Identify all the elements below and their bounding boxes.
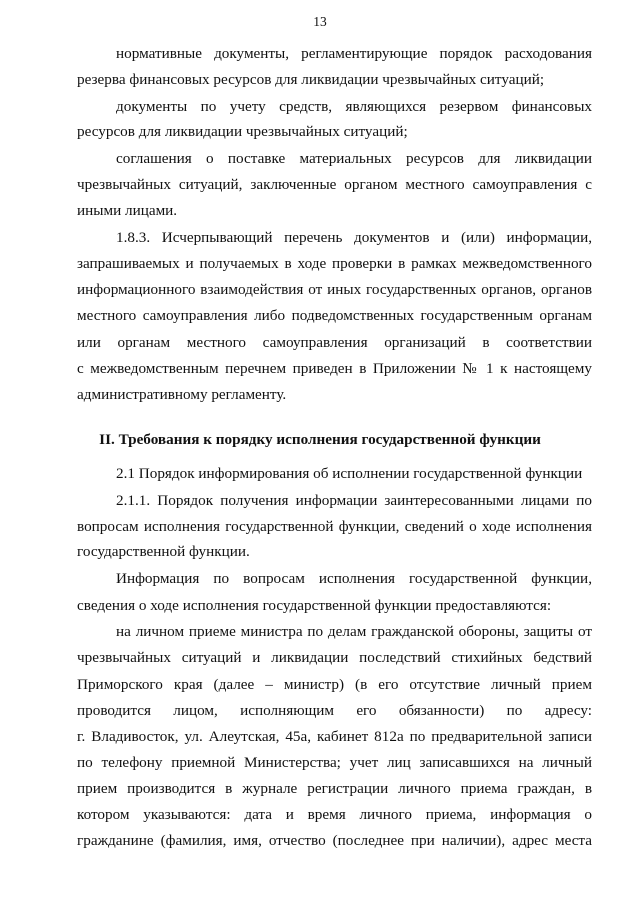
text-line: на личном приеме министра по делам гражданской обороны, защиты от bbox=[116, 623, 592, 640]
text-line: 2.1 Порядок информирования об исполнении государственной функции bbox=[116, 465, 583, 482]
text-line: прием производится в журнале регистрации личного приема граждан, в bbox=[77, 780, 592, 797]
text-line: иными лицами. bbox=[77, 202, 178, 219]
text-line: государственной функции. bbox=[77, 543, 250, 560]
text-line: 1.8.3. Исчерпывающий перечень документов и (или) информации, bbox=[116, 229, 592, 246]
text-line: или органам местного самоуправления организаций в соответствии bbox=[77, 334, 592, 351]
text-line: местного самоуправления либо подведомственных государственным органам bbox=[77, 307, 592, 324]
text-line: котором указываются: дата и время личного приема, информация о bbox=[77, 806, 592, 823]
section-heading: II. Требования к порядку исполнения государственной функции bbox=[99, 431, 541, 448]
text-line: по телефону приемной Министерства; учет лиц записавшихся на личный bbox=[77, 754, 592, 771]
text-line: сведения о ходе исполнения государственной функции предоставляются: bbox=[77, 597, 552, 614]
text-line: ресурсов для ликвидации чрезвычайных ситуаций; bbox=[77, 123, 408, 140]
text-line: вопросам исполнения государственной функции, сведений о ходе исполнения bbox=[77, 518, 592, 535]
text-line: чрезвычайных ситуаций и ликвидации последствий стихийных бедствий bbox=[77, 649, 592, 666]
page-number: 13 bbox=[313, 14, 327, 29]
text-line: гражданине (фамилия, имя, отчество (последнее при наличии), адрес места bbox=[77, 832, 592, 849]
text-line: соглашения о поставке материальных ресурсов для ликвидации bbox=[116, 150, 592, 167]
text-line: Информация по вопросам исполнения государственной функции, bbox=[116, 570, 592, 587]
text-line: информационного взаимодействия от иных государственных органов, органов bbox=[77, 281, 592, 298]
text-line: административному регламенту. bbox=[77, 386, 287, 403]
text-line: Приморского края (далее – министр) (в его отсутствие личный прием bbox=[77, 676, 592, 693]
text-line: документы по учету средств, являющихся резервом финансовых bbox=[116, 98, 592, 115]
text-line: нормативные документы, регламентирующие порядок расходования bbox=[116, 45, 592, 62]
text-line: проводится лицом, исполняющим его обязанности) по адресу: bbox=[77, 702, 592, 719]
text-line: с межведомственным перечнем приведен в Приложении № 1 к настоящему bbox=[77, 360, 592, 377]
text-line: запрашиваемых и получаемых в ходе проверки в рамках межведомственного bbox=[77, 255, 592, 272]
text-line: резерва финансовых ресурсов для ликвидации чрезвычайных ситуаций; bbox=[77, 71, 545, 88]
text-line: 2.1.1. Порядок получения информации заинтересованными лицами по bbox=[116, 492, 592, 509]
text-line: чрезвычайных ситуаций, заключенные органом местного самоуправления с bbox=[77, 176, 592, 193]
text-line: г. Владивосток, ул. Алеутская, 45а, кабинет 812а по предварительной записи bbox=[77, 728, 592, 745]
